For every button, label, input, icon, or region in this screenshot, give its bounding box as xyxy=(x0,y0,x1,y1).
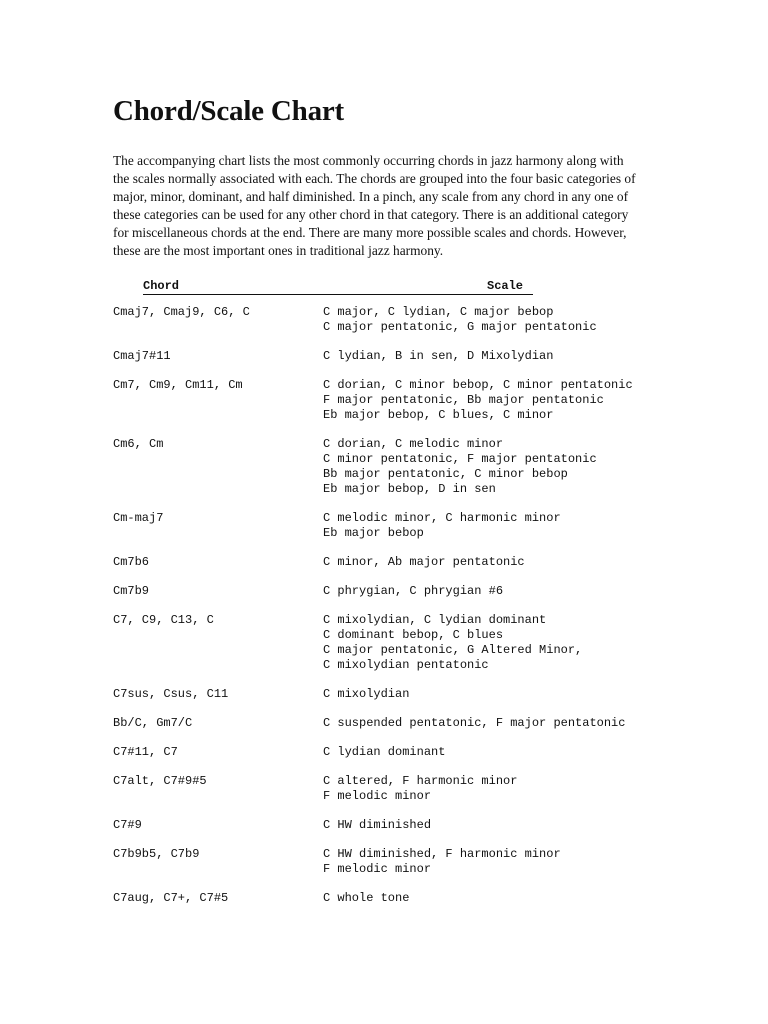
scale-line: C suspended pentatonic, F major pentatonic xyxy=(323,716,626,730)
scale-line: C mixolydian, C lydian dominant xyxy=(323,613,547,627)
scale-line: C melodic minor, C harmonic minor xyxy=(323,511,561,525)
scale-line: C mixolydian xyxy=(323,687,410,701)
scale-line: C major, C lydian, C major bebop xyxy=(323,305,554,319)
table-row xyxy=(113,511,653,541)
table-row xyxy=(113,305,653,335)
intro-paragraph: The accompanying chart lists the most commonly occurring chords in jazz harmony along with the scales normally associated with each. The chords are grouped into the four basic categories of major, minor, dominant, and half diminished. In a pinch, any scale from any chord in any one of these categories can be used for any other chord in that category. There is an additional category for miscellaneous chords at the end. There are many more possible scales and chords. However, these are the most important ones in traditional jazz harmony. xyxy=(113,153,636,258)
document-page xyxy=(113,92,653,920)
chord-cell: Cm7, Cm9, Cm11, Cm xyxy=(113,378,243,392)
chord-cell: Bb/C, Gm7/C xyxy=(113,716,193,730)
scale-line: C major pentatonic, G Altered Minor, xyxy=(323,643,583,657)
scale-cell xyxy=(323,378,653,423)
scale-line: F melodic minor xyxy=(323,862,432,876)
table-row xyxy=(113,378,653,423)
chord-cell: C7#11, C7 xyxy=(113,745,178,759)
scale-cell xyxy=(323,818,653,833)
table-row xyxy=(113,745,653,760)
scale-line: C dominant bebop, C blues xyxy=(323,628,504,642)
chord-cell: C7b9b5, C7b9 xyxy=(113,847,200,861)
table-row xyxy=(113,716,653,731)
scale-cell xyxy=(323,847,653,877)
scale-line: Eb major bebop xyxy=(323,526,424,540)
table-row xyxy=(113,349,653,364)
header-scale: Scale xyxy=(487,279,524,293)
table-row xyxy=(113,774,653,804)
chord-cell: C7sus, Csus, C11 xyxy=(113,687,229,701)
scale-cell xyxy=(323,305,653,335)
table-row xyxy=(113,555,653,570)
chord-cell: Cm7b9 xyxy=(113,584,150,598)
scale-cell xyxy=(323,349,653,364)
chord-cell: Cm6, Cm xyxy=(113,437,164,451)
scale-cell xyxy=(323,716,653,731)
chord-cell: C7alt, C7#9#5 xyxy=(113,774,207,788)
scale-cell xyxy=(323,437,653,497)
scale-cell xyxy=(323,584,653,599)
chord-cell: C7aug, C7+, C7#5 xyxy=(113,891,229,905)
scale-line: C altered, F harmonic minor xyxy=(323,774,518,788)
chord-scale-table xyxy=(113,279,653,906)
chord-cell: Cmaj7, Cmaj9, C6, C xyxy=(113,305,250,319)
table-row xyxy=(113,437,653,497)
scale-line: C major pentatonic, G major pentatonic xyxy=(323,320,597,334)
scale-line: Eb major bebop, D in sen xyxy=(323,482,496,496)
table-row xyxy=(113,891,653,906)
chord-cell: Cmaj7#11 xyxy=(113,349,171,363)
table-header xyxy=(113,279,653,299)
scale-cell xyxy=(323,687,653,702)
table-row xyxy=(113,613,653,673)
chord-cell: C7#9 xyxy=(113,818,142,832)
scale-cell xyxy=(323,613,653,673)
chord-cell: Cm-maj7 xyxy=(113,511,164,525)
scale-cell xyxy=(323,774,653,804)
table-rows xyxy=(113,305,653,906)
scale-line: F major pentatonic, Bb major pentatonic xyxy=(323,393,604,407)
scale-line: Bb major pentatonic, C minor bebop xyxy=(323,467,568,481)
scale-line: C minor pentatonic, F major pentatonic xyxy=(323,452,597,466)
scale-line: C dorian, C minor bebop, C minor pentatonic xyxy=(323,378,633,392)
scale-cell xyxy=(323,891,653,906)
scale-line: C minor, Ab major pentatonic xyxy=(323,555,525,569)
scale-line: C phrygian, C phrygian #6 xyxy=(323,584,504,598)
table-row xyxy=(113,687,653,702)
scale-line: C whole tone xyxy=(323,891,410,905)
header-underline xyxy=(143,279,533,295)
scale-cell xyxy=(323,745,653,760)
table-row xyxy=(113,818,653,833)
table-row xyxy=(113,847,653,877)
scale-line: C mixolydian pentatonic xyxy=(323,658,489,672)
chord-cell: C7, C9, C13, C xyxy=(113,613,214,627)
page-title: Chord/Scale Chart xyxy=(113,95,345,127)
scale-line: C HW diminished xyxy=(323,818,432,832)
scale-line: F melodic minor xyxy=(323,789,432,803)
scale-line: C lydian dominant xyxy=(323,745,446,759)
scale-line: Eb major bebop, C blues, C minor xyxy=(323,408,554,422)
scale-line: C HW diminished, F harmonic minor xyxy=(323,847,561,861)
table-row xyxy=(113,584,653,599)
scale-line: C dorian, C melodic minor xyxy=(323,437,504,451)
scale-line: C lydian, B in sen, D Mixolydian xyxy=(323,349,554,363)
header-chord: Chord xyxy=(143,279,180,293)
chord-cell: Cm7b6 xyxy=(113,555,150,569)
scale-cell xyxy=(323,555,653,570)
scale-cell xyxy=(323,511,653,541)
